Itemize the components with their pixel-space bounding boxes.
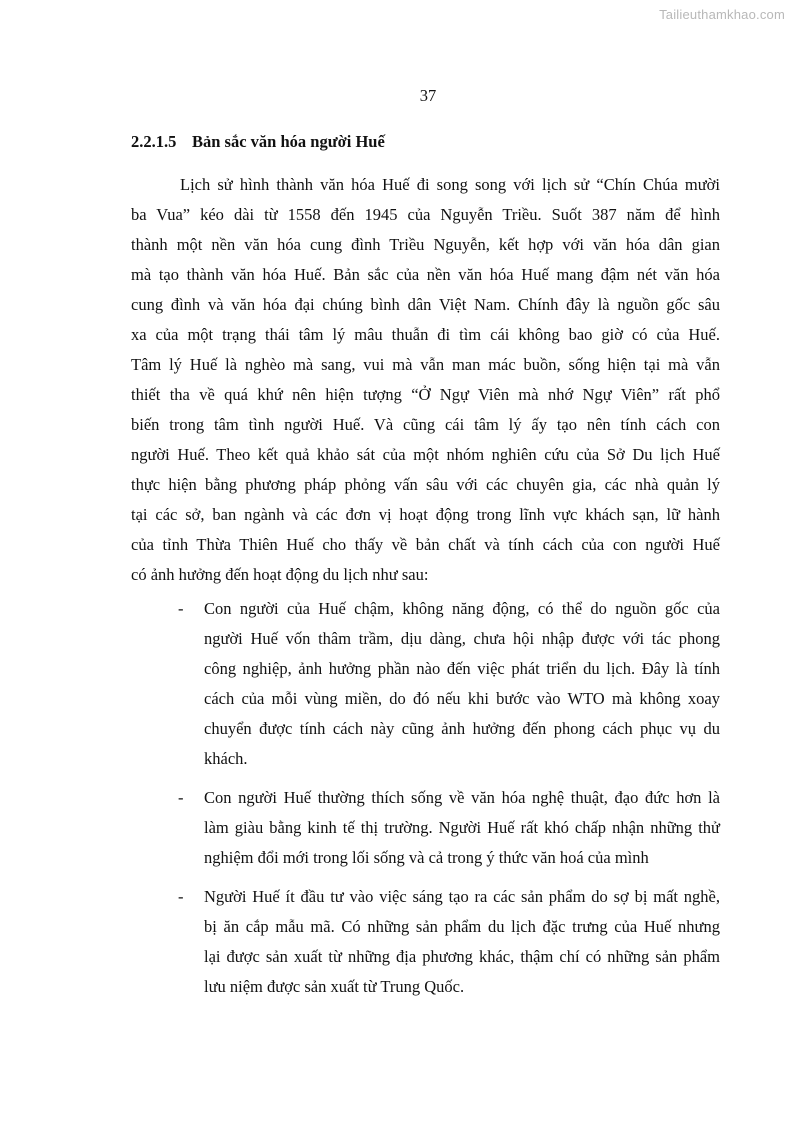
bullet-list (178, 594, 720, 1011)
paragraph-line: thiết tha về quá khứ nên hiện tượng “Ở Ngự Viên mà nhớ Ngự Viên” rất phổ (131, 385, 720, 404)
section-title: Bản sắc văn hóa người Huế (192, 132, 385, 151)
paragraph-line: Lịch sử hình thành văn hóa Huế đi song song với lịch sử “Chín Chúa mười (180, 175, 720, 194)
bullet-line: chuyển được tính cách này cũng ảnh hưởng đến phong cách phục vụ du (204, 719, 720, 738)
bullet-line: khách. (204, 749, 248, 768)
section-heading (131, 132, 385, 152)
paragraph-line: tại các sở, ban ngành và các đơn vị hoạt động trong lĩnh vực khách sạn, lữ hành (131, 505, 720, 524)
bullet-line: lưu niệm được sản xuất từ Trung Quốc. (204, 977, 465, 996)
bullet-dash: - (178, 788, 184, 807)
paragraph-line: biến trong tâm tình người Huế. Và cũng cái tâm lý ấy tạo nên tính cách con (131, 415, 720, 434)
bullet-item (178, 783, 720, 873)
paragraph-line: cung đình và văn hóa đại chúng bình dân Việt Nam. Chính đây là nguồn gốc sâu (131, 295, 720, 314)
bullet-line: Con người của Huế chậm, không năng động, có thể do nguồn gốc của (204, 599, 720, 618)
body-paragraph (131, 170, 720, 590)
bullet-item (178, 594, 720, 774)
paragraph-line: thực hiện bằng phương pháp phỏng vấn sâu với các chuyên gia, các nhà quản lý (131, 475, 720, 494)
bullet-dash: - (178, 887, 184, 906)
paragraph-line: thành một nền văn hóa cung đình Triều Nguyễn, kết hợp với văn hóa dân gian (131, 235, 720, 254)
paragraph-line: Tâm lý Huế là nghèo mà sang, vui mà vẫn man mác buồn, sống hiện tại mà vẫn (131, 355, 720, 374)
paragraph-line: ba Vua” kéo dài từ 1558 đến 1945 của Nguyễn Triều. Suốt 387 năm để hình (131, 205, 720, 224)
section-number: 2.2.1.5 (131, 132, 177, 151)
bullet-line: Con người Huế thường thích sống về văn hóa nghệ thuật, đạo đức hơn là (204, 788, 720, 807)
bullet-line: lại được sản xuất từ những địa phương khác, thậm chí có những sản phẩm (204, 947, 720, 966)
watermark: Tailieuthamkhao.com (659, 7, 785, 22)
paragraph-line: có ảnh hưởng đến hoạt động du lịch như sau: (131, 565, 429, 584)
bullet-line: công nghiệp, ảnh hưởng phần nào đến việc phát triển du lịch. Đây là tính (204, 659, 720, 678)
bullet-item (178, 882, 720, 1002)
bullet-line: người Huế vốn thâm trầm, dịu dàng, chưa hội nhập được với tác phong (204, 629, 720, 648)
bullet-line: cách của mỗi vùng miền, do đó nếu khi bước vào WTO mà không xoay (204, 689, 720, 708)
paragraph-line: mà tạo thành văn hóa Huế. Bản sắc của nền văn hóa Huế mang đậm nét văn hóa (131, 265, 720, 284)
page-number: 37 (419, 86, 437, 105)
bullet-line: Người Huế ít đầu tư vào việc sáng tạo ra các sản phẩm do sợ bị mất nghề, (204, 887, 720, 906)
paragraph-line: người Huế. Theo kết quả khảo sát của một nhóm nghiên cứu của Sở Du lịch Huế (131, 445, 720, 464)
bullet-line: nghiệm đổi mới trong lối sống và cả trong ý thức văn hoá của mình (204, 848, 649, 867)
bullet-line: bị ăn cắp mẫu mã. Có những sản phẩm du lịch đặc trưng của Huế nhưng (204, 917, 720, 936)
bullet-line: làm giàu bằng kinh tế thị trường. Người Huế rất khó chấp nhận những thử (204, 818, 720, 837)
bullet-dash: - (178, 599, 184, 618)
paragraph-line: xa của một trạng thái tâm lý mâu thuẫn đi tìm cái không bao giờ có của Huế. (131, 325, 720, 344)
paragraph-line: của tỉnh Thừa Thiên Huế cho thấy về bản chất và tính cách của con người Huế (131, 535, 720, 554)
